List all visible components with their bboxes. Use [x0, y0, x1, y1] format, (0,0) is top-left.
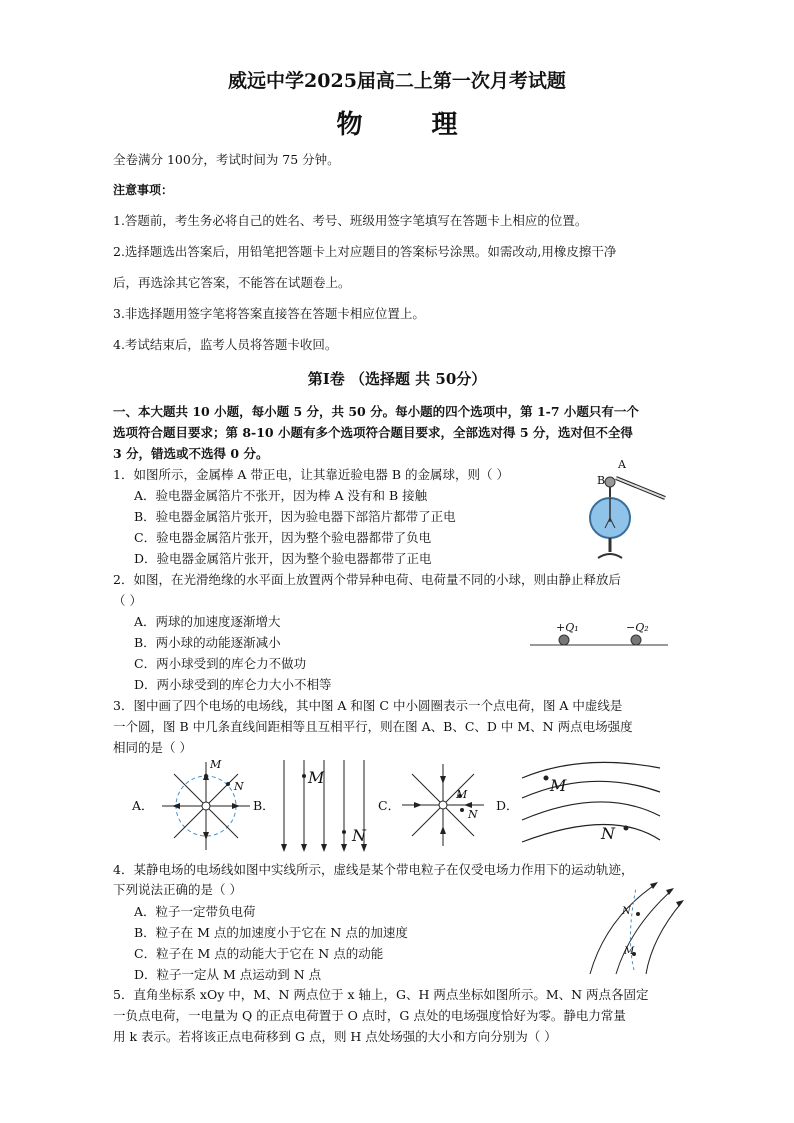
q5-stem: 5．直角坐标系 xOy 中，M、N 两点位于 x 轴上，G、H 两点坐标如图所示。M、N 两点各固定	[113, 987, 649, 1002]
electroscope-figure	[580, 458, 680, 568]
section-title: 第Ⅰ卷 （选择题 共 50分）	[307, 370, 487, 388]
rod-label: A	[618, 458, 626, 471]
q1-option-d: D．验电器金属箔片张开，因为整个验电器都带了正电	[134, 551, 432, 566]
q4-option-c: C．粒子在 M 点的动能大于它在 N 点的动能	[134, 946, 384, 961]
note-item: 2.选择题选出答案后，用铅笔把答题卡上对应题目的答案标号涂黑。如需改动,用橡皮擦干净	[113, 244, 617, 259]
section-instructions: 3 分，错选或不选得 0 分。	[113, 446, 269, 461]
note-item: 1.答题前，考生务必将自己的姓名、考号、班级用签字笔填写在答题卡上相应的位置。	[113, 213, 588, 228]
q3-stem: 3．图中画了四个电场的电场线，其中图 A 和图 C 中小圆圈表示一个点电荷，图 A 中虚线是	[113, 698, 623, 713]
note-item: 4.考试结束后，监考人员将答题卡收回。	[113, 337, 338, 352]
charge-q1-label: +Q₁	[556, 621, 579, 634]
charged-balls-figure	[528, 620, 673, 650]
q2-stem: （ ）	[113, 593, 142, 608]
exam-title: 威远中学2025届高二上第一次月考试题	[228, 70, 566, 92]
q2-option-a: A．两球的加速度逐渐增大	[134, 614, 281, 629]
figure-a-m-label: M	[210, 758, 222, 771]
q4-option-a: A．粒子一定带负电荷	[134, 904, 256, 919]
q3-option-a-letter: A．	[132, 798, 154, 813]
field-figure-c	[400, 762, 486, 848]
field-figure-d	[522, 758, 662, 850]
q4-option-d: D．粒子一定从 M 点运动到 N 点	[134, 967, 322, 982]
note-item: 3.非选择题用签字笔将答案直接答在答题卡相应位置上。	[113, 306, 425, 321]
q2-option-c: C．两小球受到的库仑力不做功	[134, 656, 307, 671]
q3-option-c-letter: C．	[378, 798, 401, 813]
figure-d-n-label: N	[601, 824, 615, 843]
figure-d-m-label: M	[550, 776, 567, 795]
figure-c-m-label: M	[456, 788, 468, 801]
q4-n-label: N	[622, 906, 631, 917]
q2-stem: 2．如图，在光滑绝缘的水平面上放置两个带异种电荷、电荷量不同的小球，则由静止释放后	[113, 572, 621, 587]
figure-a-n-label: N	[234, 780, 244, 793]
q5-stem: 用 k 表示。若将该正点电荷移到 G 点，则 H 点处场强的大小和方向分别为（ ）	[113, 1029, 557, 1044]
q4-m-label: M	[624, 946, 635, 957]
q4-option-b: B．粒子在 M 点的加速度小于它在 N 点的加速度	[134, 925, 408, 940]
q3-stem: 相同的是（ ）	[113, 740, 192, 755]
q4-stem: 4．某静电场的电场线如图中实线所示，虚线是某个带电粒子在仅受电场力作用下的运动轨迹，	[113, 862, 634, 877]
q4-stem: 下列说法正确的是（ ）	[113, 882, 242, 897]
notes-title: 注意事项：	[113, 183, 174, 197]
figure-c-n-label: N	[468, 808, 478, 821]
section-instructions: 选项符合题目要求；第 8-10 小题有多个选项符合题目要求，全部选对得 5 分，选对但不全得	[113, 425, 633, 440]
trajectory-figure	[586, 878, 686, 976]
field-figure-a	[158, 758, 254, 854]
q2-option-d: D．两小球受到的库仑力大小不相等	[134, 677, 332, 692]
score-line: 全卷满分 100分，考试时间为 75 分钟。	[113, 152, 340, 167]
subject-title: 物 理	[336, 110, 488, 140]
q1-option-c: C．验电器金属箔片张开，因为整个验电器都带了负电	[134, 530, 432, 545]
note-item: 后，再选涂其它答案，不能答在试题卷上。	[113, 275, 351, 290]
q1-option-b: B．验电器金属箔片张开，因为验电器下部箔片都带了正电	[134, 509, 456, 524]
q1-stem: 1．如图所示，金属棒 A 带正电，让其靠近验电器 B 的金属球，则（ ）	[113, 467, 510, 482]
charge-q2-label: −Q₂	[626, 621, 649, 634]
q5-stem: 一负点电荷，一电量为 Q 的正点电荷置于 O 点时，G 点处的电场强度恰好为零。静电力常量	[113, 1008, 626, 1023]
q1-option-a: A．验电器金属箔片不张开，因为棒 A 没有和 B 接触	[134, 488, 428, 503]
figure-b-m-label: M	[308, 768, 325, 787]
q2-option-b: B．两小球的动能逐渐减小	[134, 635, 281, 650]
q3-option-b-letter: B．	[253, 798, 275, 813]
electroscope-label: B	[597, 474, 606, 487]
figure-b-n-label: N	[352, 826, 366, 845]
q3-option-d-letter: D．	[496, 798, 519, 813]
section-instructions: 一、本大题共 10 小题，每小题 5 分，共 50 分。每小题的四个选项中，第 1-7 小题只有一个	[113, 404, 639, 419]
q3-stem: 一个圆，图 B 中几条直线间距相等且互相平行，则在图 A、B、C、D 中 M、N 两点电场强度	[113, 719, 633, 734]
